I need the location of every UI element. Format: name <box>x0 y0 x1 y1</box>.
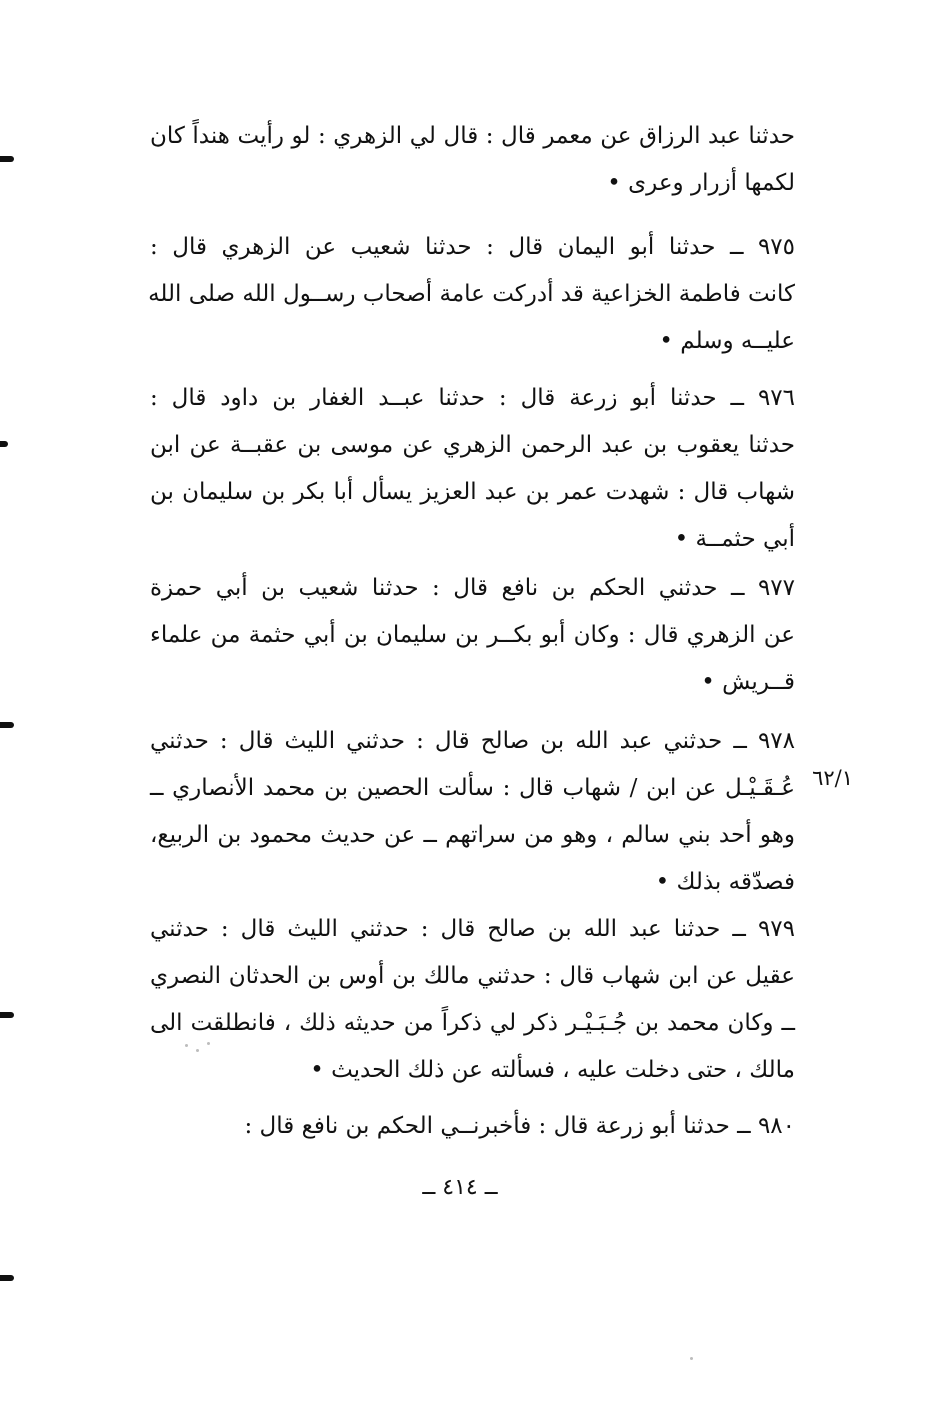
scan-speck <box>196 1049 199 1052</box>
binding-mark <box>0 441 8 447</box>
binding-mark <box>0 156 14 162</box>
text-line: عن الزهري قال : وكان أبو بكــر بن سليمان بن أبي حثمة من علماء <box>150 622 795 648</box>
text-line: أبي حثمــة • <box>674 526 795 552</box>
scan-speck <box>207 1042 210 1045</box>
hadith-975 <box>150 224 795 365</box>
text-line: عقيل عن ابن شهاب قال : حدثني مالك بن أوس بن الحدثان النصري <box>150 963 795 989</box>
text-line: حدثنا يعقوب بن عبد الرحمن الزهري عن موسى بن عقبــة عن ابن <box>150 432 795 458</box>
text-line: ٩٧٧ ــ حدثني الحكم بن نافع قال : حدثنا شعيب بن أبي حمزة <box>150 575 795 601</box>
hadith-977 <box>150 565 795 706</box>
scan-speck <box>185 1044 188 1047</box>
text-line: عليــه وسلم • <box>659 328 795 354</box>
text-line: لكمها أزرار وعرى • <box>607 170 795 196</box>
hadith-980 <box>150 1103 795 1150</box>
text-line: ٩٧٨ ــ حدثني عبد الله بن صالح قال : حدثني الليث قال : حدثني <box>150 728 795 754</box>
text-line: عُـقَـيْـل عن ابن / شهاب قال : سألت الحصين بن محمد الأنصاري ــ <box>150 775 795 801</box>
hadith-978 <box>150 718 795 906</box>
hadith-979 <box>150 906 795 1094</box>
text-line: قــريش • <box>701 669 795 695</box>
text-line: شهاب قال : شهدت عمر بن عبد العزيز يسأل أبا بكر بن سليمان بن <box>150 479 795 505</box>
text-line: كانت فاطمة الخزاعية قد أدركت عامة أصحاب رســول الله صلى الله <box>148 281 795 307</box>
binding-mark <box>0 722 14 728</box>
text-line: ٩٧٥ ــ حدثنا أبو اليمان قال : حدثنا شعيب عن الزهري قال : <box>150 234 795 260</box>
binding-mark <box>0 1012 14 1018</box>
text-line: ٩٧٩ ــ حدثنا عبد الله بن صالح قال : حدثني الليث قال : حدثني <box>150 916 795 942</box>
text-line: ٩٧٦ ــ حدثنا أبو زرعة قال : حدثنا عبــد الغفار بن داود قال : <box>150 385 795 411</box>
binding-mark <box>0 1275 14 1281</box>
paragraph-continuation <box>150 113 795 207</box>
text-line: حدثنا عبد الرزاق عن معمر قال : قال لي الزهري : لو رأيت هنداً كان <box>150 123 795 149</box>
page-number: ــ ٤١٤ ــ <box>422 1175 498 1200</box>
text-line: ــ وكان محمد بن جُـبَـيْـر ذكر لي ذكراً من حديثه ذلك ، فانطلقت الى <box>150 1010 795 1036</box>
text-line: ٩٨٠ ــ حدثنا أبو زرعة قال : فأخبرنــي الحكم بن نافع قال : <box>244 1113 795 1139</box>
text-line: مالك ، حتى دخلت عليه ، فسألته عن ذلك الحديث • <box>310 1057 795 1083</box>
text-line: فصدّقه بذلك • <box>655 869 795 895</box>
text-line: وهو أحد بني سالم ، وهو من سراتهم ــ عن حديث محمود بن الربيع، <box>150 822 795 848</box>
scan-speck <box>690 1357 693 1360</box>
margin-page-reference: ٦٢/١ <box>812 766 853 790</box>
hadith-976 <box>150 375 795 563</box>
